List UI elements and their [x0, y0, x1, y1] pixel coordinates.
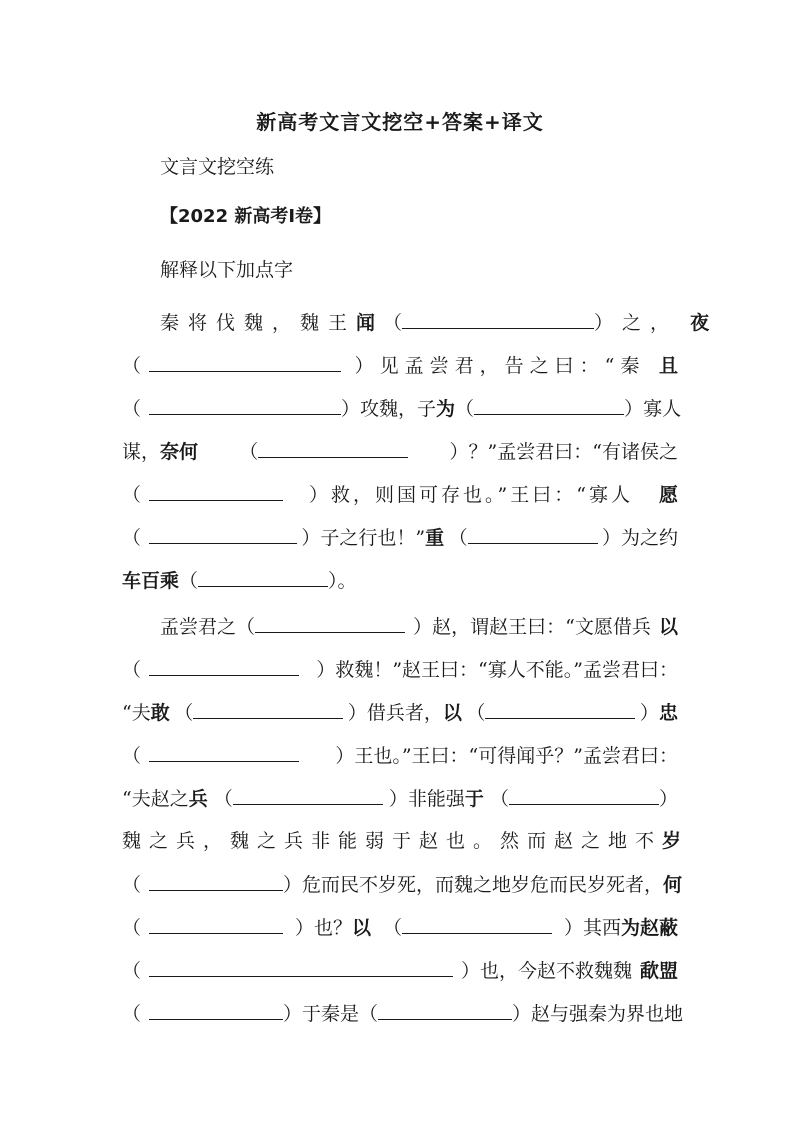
text-segment: ）攻魏，子 — [341, 398, 437, 420]
passage-line — [122, 784, 678, 813]
fill-blank[interactable] — [402, 913, 552, 934]
text-segment: （ — [122, 917, 142, 939]
text-segment: ）借兵者， — [347, 702, 443, 724]
dotted-character: 愿 — [658, 484, 678, 506]
dotted-character: 闻 — [356, 312, 376, 334]
passage-line — [122, 741, 678, 770]
fill-blank[interactable] — [193, 698, 343, 719]
passage-line — [122, 437, 678, 466]
fill-blank[interactable] — [149, 480, 283, 501]
fill-blank[interactable] — [485, 698, 635, 719]
passage-line — [122, 566, 678, 595]
dotted-character: 兵 — [188, 788, 208, 810]
text-segment: （ — [122, 874, 142, 896]
passage-line — [122, 698, 678, 727]
passage-line — [122, 655, 678, 684]
fill-blank[interactable] — [149, 870, 283, 891]
fill-blank[interactable] — [149, 394, 341, 415]
dotted-character: 为 — [436, 398, 456, 420]
fill-blank[interactable] — [468, 523, 598, 544]
text-segment: （ — [239, 441, 259, 463]
text-segment: （ — [122, 355, 142, 377]
text-segment: ） — [658, 788, 678, 810]
text-segment: （ — [122, 659, 142, 681]
dotted-character: 岁 — [662, 830, 682, 852]
text-segment: （ — [213, 788, 233, 810]
fill-blank[interactable] — [149, 999, 283, 1020]
text-segment: （ — [383, 312, 403, 334]
text-segment: ）其西 — [563, 917, 621, 939]
text-segment: 谋， — [122, 441, 161, 463]
text-segment: ）寡人 — [624, 398, 682, 420]
text-segment: （ — [122, 960, 142, 982]
passage-line — [122, 956, 678, 985]
dotted-character: 以 — [442, 702, 462, 724]
text-segment: 秦将伐魏，魏王 — [160, 312, 357, 334]
passage-line — [122, 999, 684, 1028]
text-segment: ）救，则国可存也。”王曰：“寡人 — [309, 484, 633, 506]
text-segment: ）救魏！”赵王曰：“寡人不能。”孟尝君曰： — [316, 659, 678, 681]
text-segment: ）非能强 — [388, 788, 465, 810]
text-segment: （ — [122, 745, 142, 767]
dotted-character: 重 — [425, 527, 445, 549]
text-segment: ）也？ — [294, 917, 352, 939]
dotted-character: 于 — [464, 788, 484, 810]
dotted-character: 奈何 — [160, 441, 199, 463]
dotted-character: 以 — [658, 616, 678, 638]
passage-line — [122, 913, 678, 942]
text-segment: （ — [448, 527, 468, 549]
text-segment: （ — [466, 702, 486, 724]
text-segment: ）。 — [328, 570, 357, 592]
text-segment: ）子之行也！” — [301, 527, 426, 549]
passage-line — [122, 827, 682, 855]
dotted-character: 且 — [658, 355, 678, 377]
section-subtitle: 文言文挖空练 — [160, 156, 275, 178]
exam-tag: 【2022 新高考Ⅰ卷】 — [160, 206, 332, 227]
passage-line — [122, 394, 682, 423]
fill-blank[interactable] — [149, 956, 453, 977]
text-segment: （ — [122, 484, 142, 506]
fill-blank[interactable] — [402, 308, 594, 329]
text-segment: ）赵与强秦为界也地 — [512, 1003, 684, 1025]
text-segment: 车百 — [122, 570, 161, 592]
text-segment: ）？”孟尝君曰：“有诸侯之 — [449, 441, 678, 463]
dotted-character: 夜 — [690, 312, 710, 334]
fill-blank[interactable] — [378, 999, 512, 1020]
fill-blank[interactable] — [509, 784, 659, 805]
fill-blank[interactable] — [149, 741, 299, 762]
passage-line — [122, 351, 678, 380]
text-segment: ）见孟尝君，告之曰：“秦 — [354, 355, 646, 377]
fill-blank[interactable] — [149, 351, 341, 372]
fill-blank[interactable] — [474, 394, 624, 415]
fill-blank[interactable] — [255, 612, 405, 633]
passage-line — [160, 612, 678, 641]
text-segment: （ — [122, 527, 142, 549]
text-segment: （ — [174, 702, 194, 724]
text-segment: ）王也。”王曰：“可得闻乎？”孟尝君曰： — [335, 745, 678, 767]
dotted-character: 敢 — [150, 702, 170, 724]
text-segment: （ — [489, 788, 509, 810]
text-segment: 魏之兵，魏之兵非能弱于赵也。然而赵之地不 — [122, 830, 663, 852]
fill-blank[interactable] — [258, 437, 408, 458]
text-segment: （ — [382, 917, 402, 939]
text-segment: ）危而民不岁死，而魏之地岁危而民岁死者， — [283, 874, 664, 896]
text-segment: “夫 — [122, 702, 151, 724]
instruction-text: 解释以下加点字 — [160, 259, 294, 281]
document-title: 新高考文言文挖空+答案+译文 — [256, 110, 544, 134]
fill-blank[interactable] — [198, 566, 328, 587]
text-segment: ） — [639, 702, 659, 724]
text-segment: ）之， — [594, 312, 679, 334]
text-segment: （ — [122, 1003, 142, 1025]
fill-blank[interactable] — [149, 655, 299, 676]
dotted-character: 歃盟 — [639, 960, 678, 982]
text-segment: ）赵，谓赵王曰：“文愿借兵 — [413, 616, 651, 638]
passage-line — [122, 870, 683, 899]
text-segment: 孟尝君之（ — [160, 616, 256, 638]
text-segment: （ — [179, 570, 199, 592]
text-segment: （ — [455, 398, 475, 420]
dotted-character: 忠 — [658, 702, 678, 724]
passage-line — [122, 523, 678, 552]
text-segment: ）为之约 — [601, 527, 678, 549]
text-segment: （ — [122, 398, 142, 420]
passage-line — [122, 480, 678, 509]
dotted-character: 乘 — [160, 570, 180, 592]
passage-line — [160, 308, 710, 337]
text-segment: “夫赵之 — [122, 788, 189, 810]
fill-blank[interactable] — [149, 913, 283, 934]
text-segment: ）也，今赵不救魏魏 — [460, 960, 632, 982]
dotted-character: 以 — [352, 917, 372, 939]
fill-blank[interactable] — [233, 784, 383, 805]
fill-blank[interactable] — [149, 523, 297, 544]
text-segment: ）于秦是（ — [283, 1003, 379, 1025]
dotted-character: 何 — [663, 874, 683, 896]
dotted-character: 为赵蔽 — [620, 917, 678, 939]
